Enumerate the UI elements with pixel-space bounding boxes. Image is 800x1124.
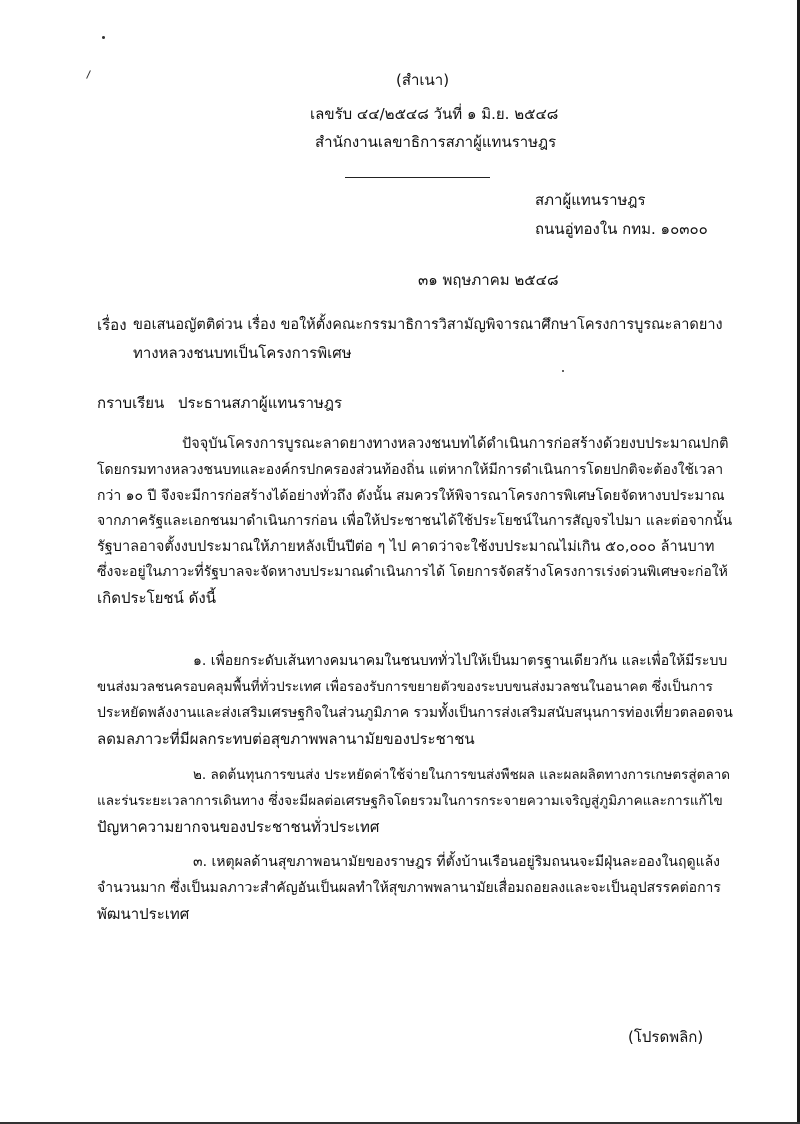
copy-mark: (สำเนา) (396, 71, 450, 89)
body-line: รัฐบาลอาจตั้งงบประมาณให้ภายหลังเป็นปีต่อ ๆ ไป คาดว่าจะใช้งบประมาณไม่เกิน ๕๐,๐๐๐ ล้านบาท (97, 539, 715, 555)
list-item-line: ประหยัดพลังงานและส่งเสริมเศรษฐกิจในส่วนภูมิภาค รวมทั้งเป็นการส่งเสริมสนับสนุนการท่องเที่ยวตลอดจน (97, 705, 733, 721)
list-item-line: ปัญหาความยากจนของประชาชนทั่วประเทศ (97, 818, 380, 836)
list-item-line: ๒. ลดต้นทุนการขนส่ง ประหยัดค่าใช้จ่ายในการขนส่งพืชผล และผลผลิตทางการเกษตรสู่ตลาด (193, 767, 731, 783)
list-item-line: ๓. เหตุผลด้านสุขภาพอนามัยของราษฎร ที่ตั้งบ้านเรือนอยู่ริมถนนจะมีฝุ่นละอองในฤดูแล้ง (193, 854, 721, 870)
receiving-office: สำนักงานเลขาธิการสภาผู้แทนราษฎร (315, 133, 557, 151)
list-item-line: ลดมลภาวะที่มีผลกระทบต่อสุขภาพพลานามัยของประชาชน (97, 730, 475, 748)
list-item-line: ๑. เพื่อยกระดับเส้นทางคมนาคมในชนบททั่วไปให้เป็นมาตรฐานเดียวกัน และเพื่อให้มีระบบ (193, 653, 728, 669)
scan-speck (562, 370, 564, 372)
sender-organization: สภาผู้แทนราษฎร (535, 191, 646, 209)
body-line: จากภาครัฐและเอกชนมาดำเนินการก่อน เพื่อให้ประชาชนได้ใช้ประโยชน์ในการสัญจรไปมา และต่อจากนั้น (97, 513, 733, 529)
list-item-line: และร่นระยะเวลาการเดินทาง ซึ่งจะมีผลต่อเศรษฐกิจโดยรวมในการกระจายความเจริญสู่ภูมิภาคและการแก้ไข (97, 793, 723, 809)
body-line: โดยกรมทางหลวงชนบทและองค์กรปกครองส่วนท้องถิ่น แต่หากให้มีการดำเนินการโดยปกติจะต้องใช้เวลา (97, 462, 724, 478)
salutation-label: กราบเรียน (97, 394, 165, 412)
body-line: ซึ่งจะอยู่ในภาวะที่รัฐบาลจะจัดหางบประมาณดำเนินการได้ โดยการจัดสร้างโครงการเร่งด่วนพิเศษจะก่อให้ (97, 564, 728, 580)
list-item-line: พัฒนาประเทศ (97, 905, 190, 923)
subject-line: ขอเสนอญัตติด่วน เรื่อง ขอให้ตั้งคณะกรรมาธิการวิสามัญพิจารณาศึกษาโครงการบูรณะลาดยาง (133, 317, 723, 333)
body-line: ปัจจุบันโครงการบูรณะลาดยางทางหลวงชนบทได้ดำเนินการก่อสร้างด้วยงบประมาณปกติ (182, 436, 729, 452)
salutation-recipient: ประธานสภาผู้แทนราษฎร (178, 394, 343, 412)
receipt-number: เลขรับ ๔๔/๒๕๔๘ วันที่ ๑ มิ.ย. ๒๕๔๘ (310, 105, 559, 123)
scan-speck (86, 70, 91, 79)
header-divider (345, 177, 490, 178)
letter-date: ๓๑ พฤษภาคม ๒๕๔๘ (418, 271, 559, 289)
list-item-line: จำนวนมาก ซึ่งเป็นมลภาวะสำคัญอันเป็นผลทำให้สุขภาพพลานามัยเสื่อมถอยลงและจะเป็นอุปสรรคต่อการ (97, 880, 721, 896)
turn-over-note: (โปรดพลิก) (628, 1028, 704, 1046)
body-line: เกิดประโยชน์ ดังนี้ (97, 589, 216, 607)
list-item-line: ขนส่งมวลชนครอบคลุมพื้นที่ทั่วประเทศ เพื่อรองรับการขยายตัวของระบบขนส่งมวลชนในอนาคต ซึ่งเป็นการ (97, 679, 713, 695)
subject-label: เรื่อง (97, 316, 127, 334)
body-line: กว่า ๑๐ ปี จึงจะมีการก่อสร้างได้อย่างทั่วถึง ดังนั้น สมควรให้พิจารณาโครงการพิเศษโดยจัดหางบประมาณ (97, 488, 725, 504)
subject-line: ทางหลวงชนบทเป็นโครงการพิเศษ (133, 344, 352, 362)
sender-street: ถนนอู่ทองใน กทม. ๑๐๓๐๐ (535, 220, 708, 238)
scan-speck (102, 36, 105, 39)
